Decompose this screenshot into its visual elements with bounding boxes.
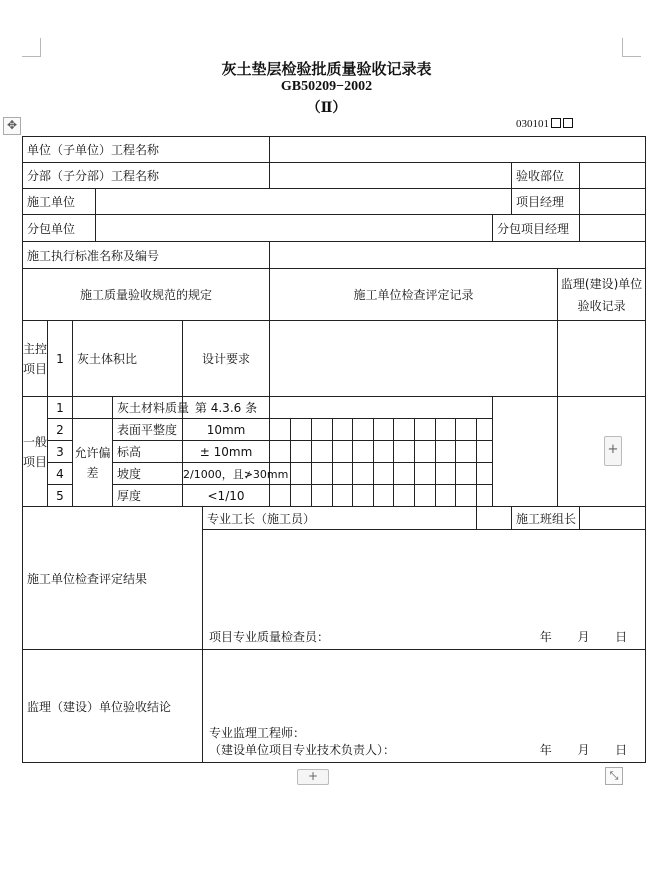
- measure-cell[interactable]: [291, 419, 312, 441]
- measure-cell[interactable]: [477, 419, 493, 441]
- subcontractor-label: 分包单位: [23, 215, 96, 242]
- measure-cell[interactable]: [374, 441, 394, 463]
- foreman-label: 专业工长（施工员）: [203, 507, 477, 530]
- measure-cell[interactable]: [477, 441, 493, 463]
- measure-cell[interactable]: [436, 441, 456, 463]
- month-label: 月: [577, 630, 590, 644]
- measure-cell[interactable]: [374, 485, 394, 507]
- main-control-label: 主控项目: [23, 321, 48, 397]
- measure-cell[interactable]: [291, 441, 312, 463]
- measure-cell[interactable]: [477, 485, 493, 507]
- subcontract-manager-label: 分包项目经理: [493, 215, 580, 242]
- code-box: [563, 118, 573, 128]
- acceptance-location-label: 验收部位: [512, 163, 580, 189]
- measure-cell[interactable]: [394, 419, 415, 441]
- general-item-no: 4: [48, 463, 73, 485]
- unit-project-field[interactable]: [270, 137, 646, 163]
- month-label: 月: [577, 743, 590, 757]
- acceptance-location-field[interactable]: [580, 163, 646, 189]
- general-items-label: 一般项目: [23, 397, 48, 507]
- owner-label: （建设单位项目专业技术负责人）：: [209, 743, 396, 757]
- measure-cell[interactable]: [312, 463, 333, 485]
- general-item-name: 厚度: [113, 485, 183, 507]
- measure-cell[interactable]: [353, 485, 374, 507]
- team-leader-field[interactable]: [580, 507, 646, 530]
- form-title: 灰土垫层检验批质量验收记录表: [221, 60, 432, 78]
- measure-cell[interactable]: [312, 441, 333, 463]
- project-manager-field[interactable]: [580, 189, 646, 215]
- construction-unit-field[interactable]: [96, 189, 512, 215]
- measure-cell[interactable]: [333, 485, 353, 507]
- measure-cell[interactable]: [436, 463, 456, 485]
- main-control-item: 灰土体积比: [73, 321, 183, 397]
- measure-cell[interactable]: [353, 419, 374, 441]
- measure-cell[interactable]: [291, 485, 312, 507]
- tolerance-label: 允许偏差: [73, 419, 113, 507]
- measure-cell[interactable]: [353, 441, 374, 463]
- spec-header: 施工质量验收规范的规定: [23, 269, 270, 321]
- general-item-req: <1/10: [183, 485, 270, 507]
- general-item-req: 第 4.3.6 条: [183, 397, 270, 419]
- page-corner-mark: [22, 38, 41, 57]
- general-item-no: 2: [48, 419, 73, 441]
- year-label: 年: [539, 743, 552, 757]
- main-control-record[interactable]: [270, 321, 558, 397]
- measure-cell[interactable]: [436, 419, 456, 441]
- unit-project-label: 单位（子单位）工程名称: [23, 137, 270, 163]
- general-item-no: 3: [48, 441, 73, 463]
- conclusion-label: 监理（建设）单位验收结论: [23, 650, 203, 763]
- measure-cell[interactable]: [312, 419, 333, 441]
- project-manager-label: 项目经理: [512, 189, 580, 215]
- day-label: 日: [615, 630, 628, 644]
- measure-cell[interactable]: [270, 419, 291, 441]
- day-label: 日: [615, 743, 628, 757]
- year-label: 年: [539, 630, 552, 644]
- add-column-button[interactable]: +: [604, 436, 622, 466]
- engineer-label: 专业监理工程师：: [209, 726, 306, 740]
- measure-cell[interactable]: [415, 485, 436, 507]
- main-control-supervisor[interactable]: [558, 321, 646, 397]
- general-item-req: 2/1000，且≯30mm: [183, 463, 270, 485]
- standard-name-label: 施工执行标准名称及编号: [23, 242, 270, 269]
- general-item-name: 坡度: [113, 463, 183, 485]
- subcontract-manager-field[interactable]: [580, 215, 646, 242]
- add-row-button[interactable]: +: [297, 769, 329, 785]
- measure-cell[interactable]: [415, 441, 436, 463]
- code-box: [551, 118, 561, 128]
- measure-cell[interactable]: [394, 441, 415, 463]
- sub-project-label: 分部（子分部）工程名称: [23, 163, 270, 189]
- table-resize-handle-icon[interactable]: ⤡: [605, 767, 623, 785]
- measure-cell[interactable]: [374, 419, 394, 441]
- conclusion-sign-area[interactable]: [203, 650, 646, 763]
- table-move-handle-icon[interactable]: ✥: [3, 117, 21, 135]
- measure-cell[interactable]: [333, 441, 353, 463]
- general-item-blank: [73, 397, 113, 419]
- general-item-req: 10mm: [183, 419, 270, 441]
- subcontractor-field[interactable]: [96, 215, 493, 242]
- measure-cell[interactable]: [394, 463, 415, 485]
- foreman-field[interactable]: [477, 507, 512, 530]
- measure-cell[interactable]: [312, 485, 333, 507]
- general-item-name: 灰土材料质量: [113, 397, 183, 419]
- measure-cell[interactable]: [333, 419, 353, 441]
- general-item-name: 表面平整度: [113, 419, 183, 441]
- measure-cell[interactable]: [291, 463, 312, 485]
- measure-cell[interactable]: [415, 463, 436, 485]
- supervisor-header: 监理(建设)单位验收记录: [558, 269, 646, 321]
- measure-cell[interactable]: [477, 463, 493, 485]
- main-control-requirement: 设计要求: [183, 321, 270, 397]
- result-sign-area[interactable]: [203, 530, 646, 650]
- inspection-record-table: [22, 136, 646, 763]
- general-item-req: ± 10mm: [183, 441, 270, 463]
- general-supervisor[interactable]: [558, 397, 646, 507]
- general-blank: [493, 397, 558, 507]
- measure-cell[interactable]: [456, 441, 477, 463]
- general-item-name: 标高: [113, 441, 183, 463]
- general-item-no: 1: [48, 397, 73, 419]
- standard-code: GB50209−2002: [280, 79, 373, 94]
- sub-project-field[interactable]: [270, 163, 512, 189]
- team-leader-label: 施工班组长: [512, 507, 580, 530]
- form-part: （Ⅱ）: [306, 101, 347, 116]
- inspector-label: 项目专业质量检查员：: [209, 630, 330, 644]
- measure-cell[interactable]: [333, 463, 353, 485]
- result-label: 施工单位检查评定结果: [23, 507, 203, 650]
- contractor-check-header: 施工单位检查评定记录: [270, 269, 558, 321]
- form-code-number: 030101: [516, 118, 549, 130]
- measure-cell[interactable]: [394, 485, 415, 507]
- measure-cell[interactable]: [436, 485, 456, 507]
- main-control-no: 1: [48, 321, 73, 397]
- measure-cell[interactable]: [270, 485, 291, 507]
- measure-cell[interactable]: [270, 441, 291, 463]
- measure-cell[interactable]: [456, 485, 477, 507]
- general-item-record[interactable]: [270, 397, 493, 419]
- general-item-no: 5: [48, 485, 73, 507]
- measure-cell[interactable]: [353, 463, 374, 485]
- form-code: [516, 118, 573, 130]
- measure-cell[interactable]: [374, 463, 394, 485]
- measure-cell[interactable]: [456, 463, 477, 485]
- measure-cell[interactable]: [415, 419, 436, 441]
- page-corner-mark: [622, 38, 641, 57]
- standard-name-field[interactable]: [270, 242, 646, 269]
- measure-cell[interactable]: [456, 419, 477, 441]
- construction-unit-label: 施工单位: [23, 189, 96, 215]
